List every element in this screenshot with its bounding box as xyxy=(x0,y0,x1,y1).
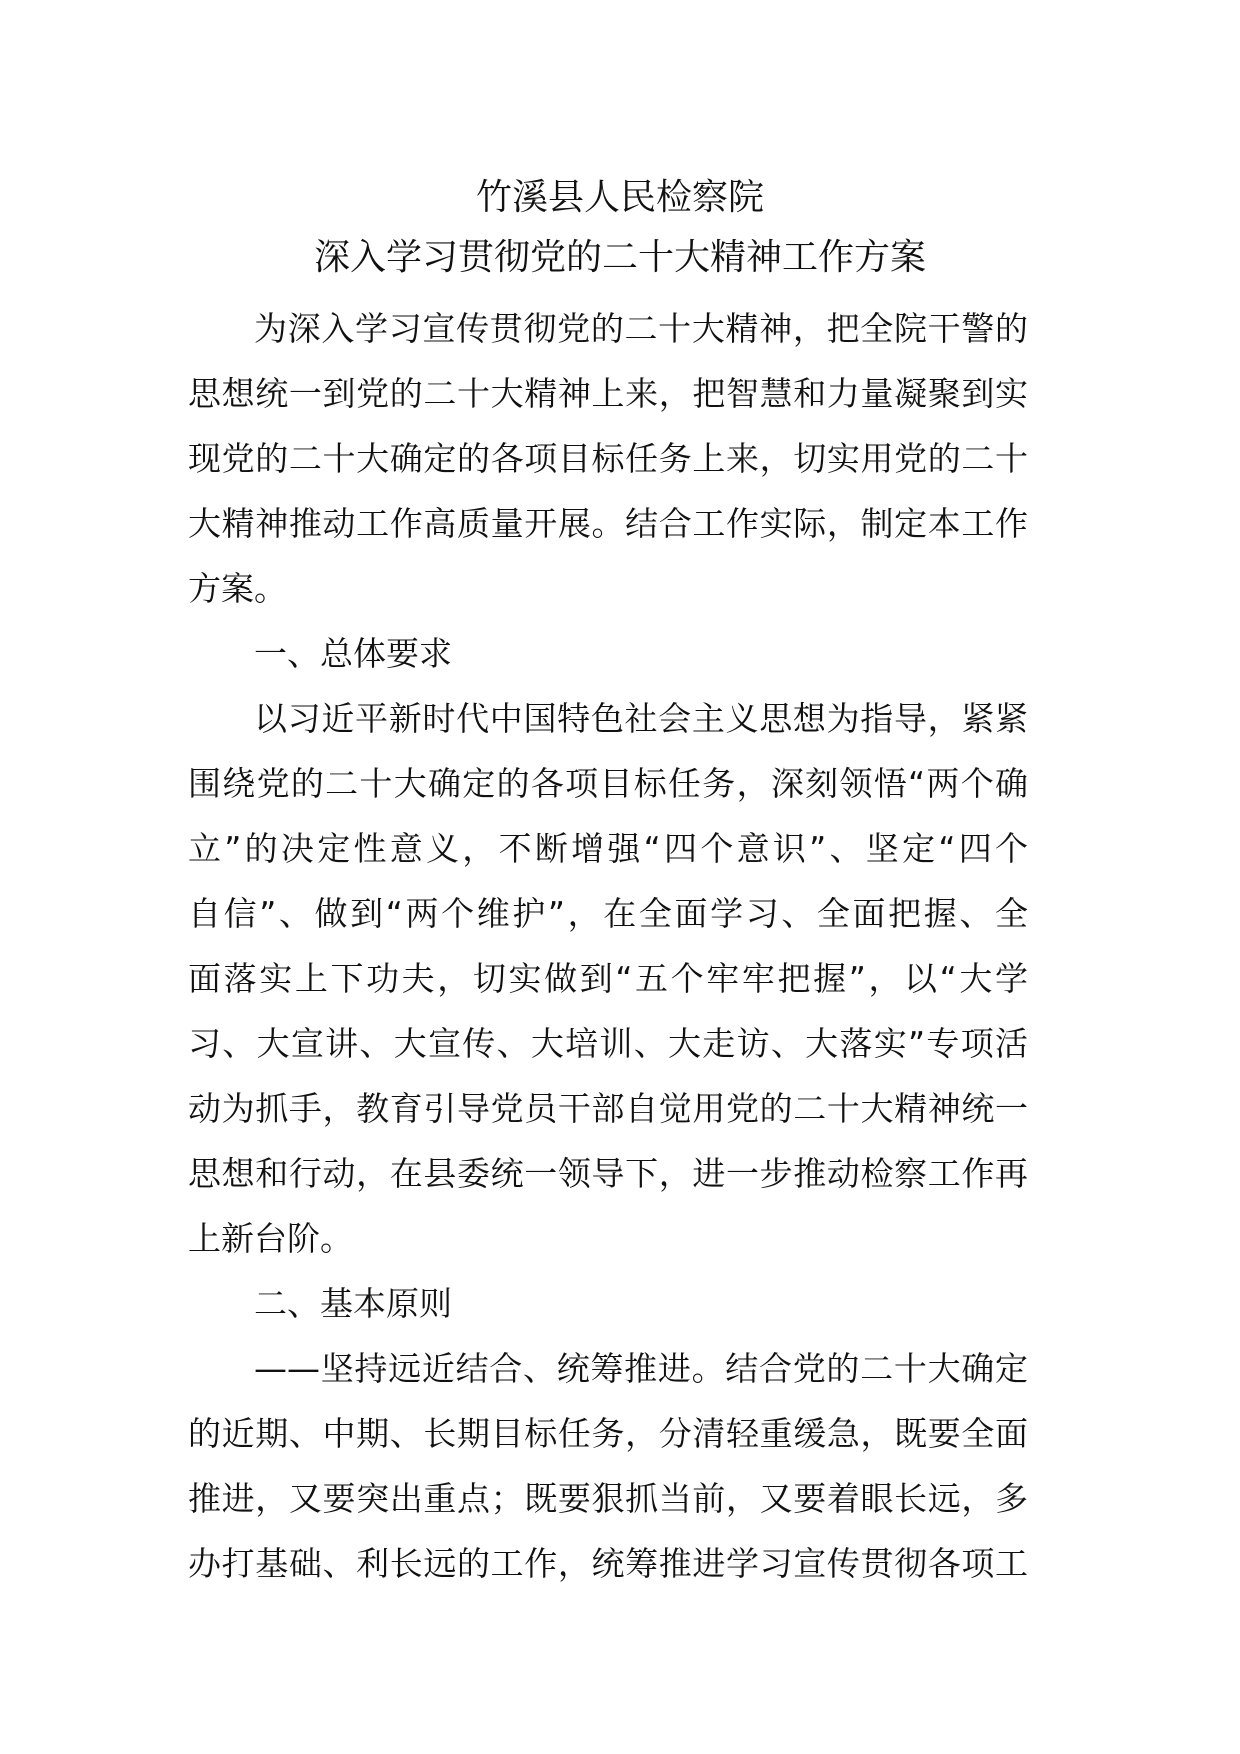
paragraph-line: 立”的决定性意义，不断增强“四个意识”、坚定“四个 xyxy=(188,829,1028,868)
paragraph-line: 动为抓手，教育引导党员干部自觉用党的二十大精神统一 xyxy=(188,1089,1028,1128)
paragraph-line: 方案。 xyxy=(188,569,287,608)
document-body xyxy=(188,296,1028,1596)
paragraph-line: 面落实上下功夫，切实做到“五个牢牢把握”，以“大学 xyxy=(188,959,1028,998)
title-block xyxy=(0,168,1240,288)
document-subtitle: 深入学习贯彻党的二十大精神工作方案 xyxy=(313,237,926,278)
paragraph-line: ——坚持远近结合、统筹推进。结合党的二十大确定 xyxy=(254,1349,1028,1388)
section-heading: 一、总体要求 xyxy=(254,634,452,673)
paragraph-line: 围绕党的二十大确定的各项目标任务，深刻领悟“两个确 xyxy=(188,764,1028,803)
paragraph-line: 为深入学习宣传贯彻党的二十大精神，把全院干警的 xyxy=(254,309,1028,348)
paragraph-line: 的近期、中期、长期目标任务，分清轻重缓急，既要全面 xyxy=(188,1414,1028,1453)
paragraph-line: 习、大宣讲、大宣传、大培训、大走访、大落实”专项活 xyxy=(188,1024,1028,1063)
document-title: 竹溪县人民检察院 xyxy=(475,177,764,218)
paragraph-line: 现党的二十大确定的各项目标任务上来，切实用党的二十 xyxy=(188,439,1028,478)
paragraph-line: 思想统一到党的二十大精神上来，把智慧和力量凝聚到实 xyxy=(188,374,1028,413)
paragraph-line: 大精神推动工作高质量开展。结合工作实际，制定本工作 xyxy=(188,504,1028,543)
paragraph-line: 办打基础、利长远的工作，统筹推进学习宣传贯彻各项工 xyxy=(188,1544,1028,1583)
paragraph-line: 自信”、做到“两个维护”，在全面学习、全面把握、全 xyxy=(188,894,1028,933)
paragraph-line: 以习近平新时代中国特色社会主义思想为指导，紧紧 xyxy=(254,699,1028,738)
section-heading: 二、基本原则 xyxy=(254,1284,452,1323)
paragraph-line: 推进，又要突出重点；既要狠抓当前，又要着眼长远，多 xyxy=(188,1479,1028,1518)
paragraph-line: 思想和行动，在县委统一领导下，进一步推动检察工作再 xyxy=(188,1154,1028,1193)
paragraph-line: 上新台阶。 xyxy=(188,1219,353,1258)
